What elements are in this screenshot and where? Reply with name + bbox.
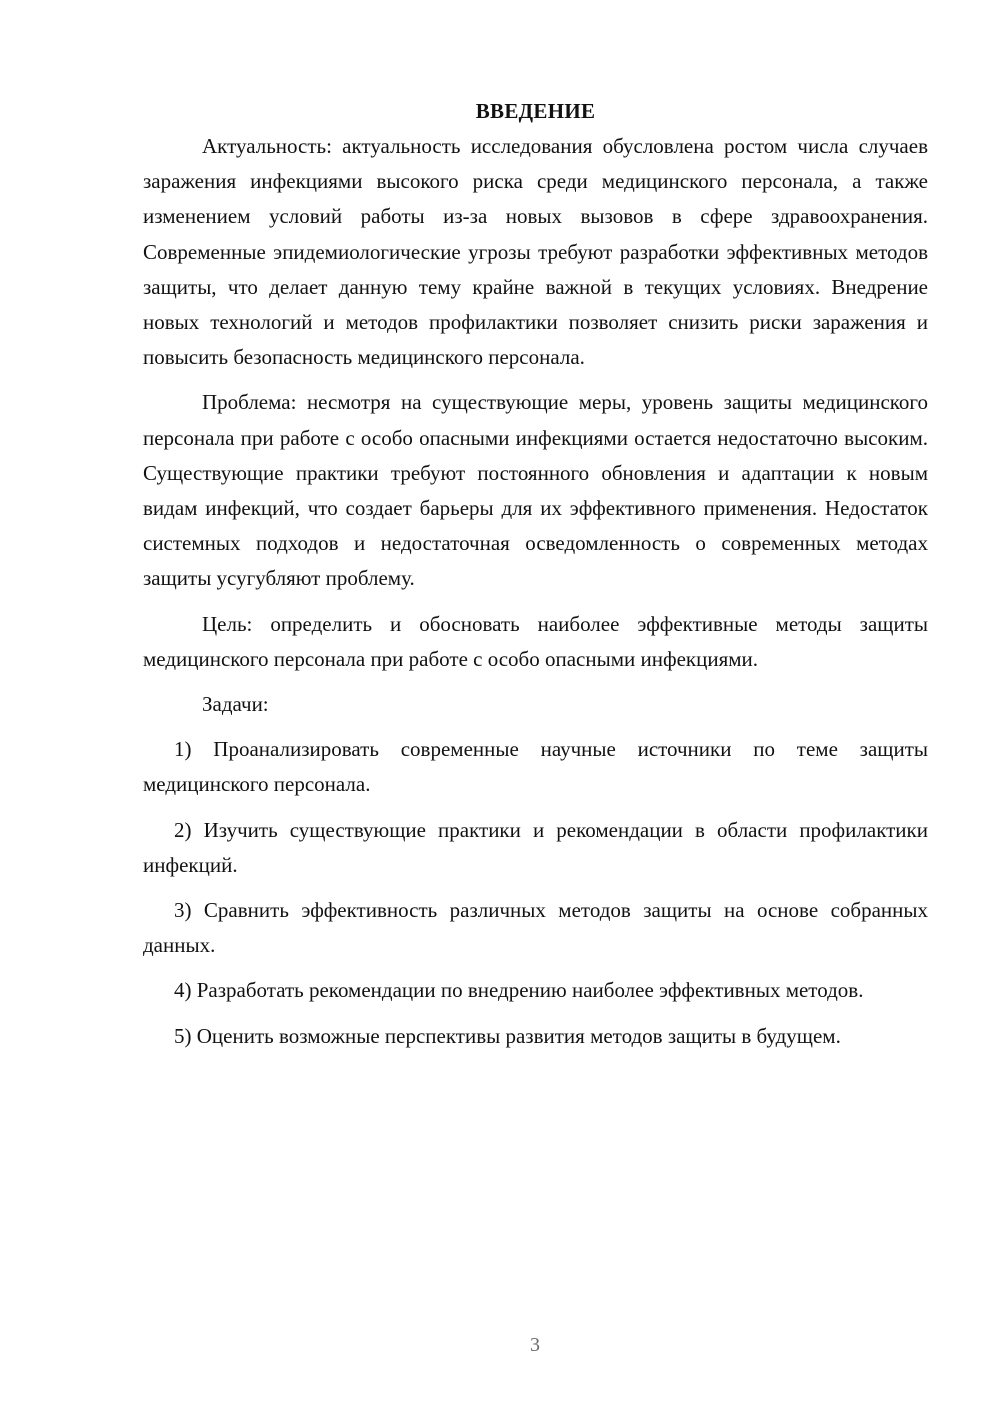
page-number: 3 <box>530 1334 540 1356</box>
task-item-3: 3) Сравнить эффективность различных методов защиты на основе собранных данных. <box>143 898 928 958</box>
section-heading: ВВЕДЕНИЕ <box>475 99 596 123</box>
paragraph-goal: Цель: определить и обосновать наиболее эффективные методы защиты медицинского персонала при работе с особо опасными инфекциями. <box>143 611 928 671</box>
task-item-1: 1) Проанализировать современные научные источники по теме защиты медицинского персонала. <box>143 737 928 797</box>
document-page <box>143 96 928 1064</box>
task-item-5: 5) Оценить возможные перспективы развития методов защиты в будущем. <box>174 1023 841 1048</box>
task-item-4: 4) Разработать рекомендации по внедрению наиболее эффективных методов. <box>174 978 864 1003</box>
paragraph-relevance: Актуальность: актуальность исследования обусловлена ростом числа случаев заражения инфекциями высокого риска среди медицинского персонала, а также изменением условий работы из-за новых вызовов в сфере здравоохранения. Современные эпидемиологические угрозы требуют разработки эффективных методов защиты, что делает данную тему крайне важной в текущих условиях. Внедрение новых технологий и методов профилактики позволяет снизить риски заражения и повысить безопасность медицинского персонала. <box>143 134 928 370</box>
task-item-2: 2) Изучить существующие практики и рекомендации в области профилактики инфекций. <box>143 817 928 877</box>
tasks-label: Задачи: <box>202 692 269 717</box>
paragraph-problem: Проблема: несмотря на существующие меры, уровень защиты медицинского персонала при работе с особо опасными инфекциями остается недостаточно высоким. Существующие практики требуют постоянного обновления и адаптации к новым видам инфекций, что создает барьеры для их эффективного применения. Недостаток системных подходов и недостаточная осведомленность о современных методах защиты усугубляют проблему. <box>143 390 928 591</box>
